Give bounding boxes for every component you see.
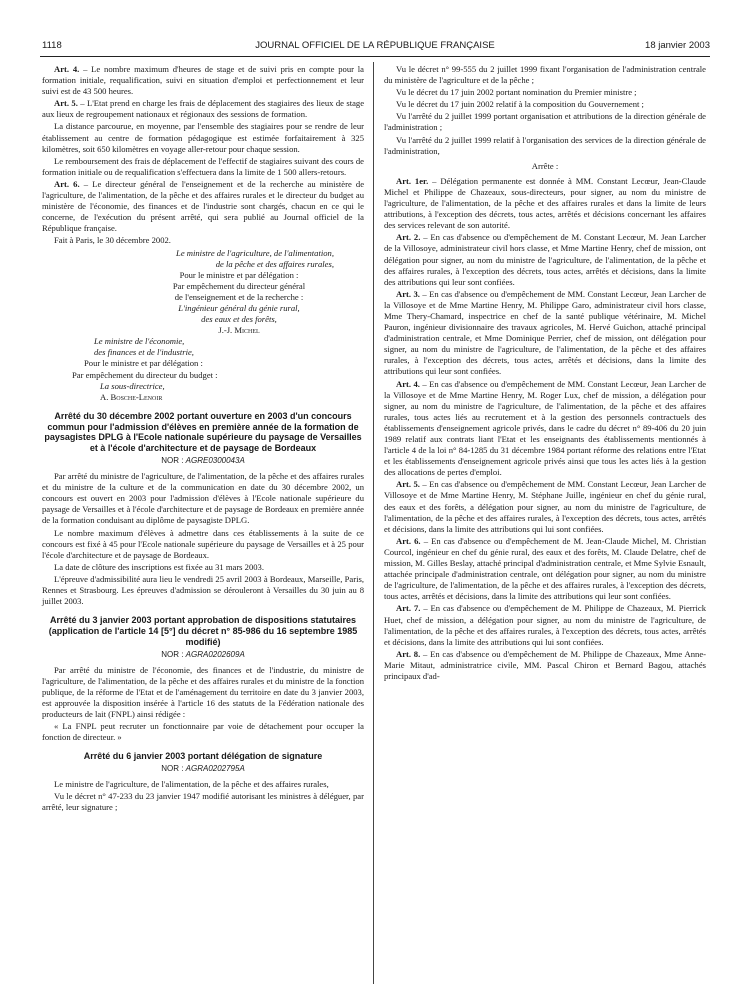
article-label: Art. 4. — [54, 64, 80, 74]
sig-line: La sous-directrice, — [100, 380, 165, 391]
sig-line: Par empêchement du directeur général — [172, 280, 306, 291]
article-6 — [384, 536, 706, 603]
article-label: Art. 7. — [396, 603, 421, 614]
visa: Vu le décret n° 99-555 du 2 juillet 1999 fixant l'organisation de l'administration centrale du ministère de l'agriculture et de la pêche ; — [384, 64, 706, 86]
visa: Vu l'arrêté du 2 juillet 1999 portant organisation et attributions de la direction générale de l'administration ; — [384, 111, 706, 133]
article-5 — [384, 479, 706, 534]
paragraph: La distance parcourue, en moyenne, par l'ensemble des stagiaires pour se rendre de leur établissement au centre de formation pédagogique est estimée forfaitairement à 325 kilomètres, soit 650 kilomètres en voyage aller-retour pour chaque session. — [42, 121, 364, 154]
nor-code: AGRA0202795A — [185, 764, 245, 774]
visa: Vu le décret du 17 juin 2002 portant nomination du Premier ministre ; — [396, 87, 637, 98]
article-text: – L'Etat prend en charge les frais de déplacement des stagiaires des lieux de stage aux lieux de regroupement nationaux et régionaux des sessions de formation. — [42, 98, 365, 120]
signatory-name: A. Bosche-Lenoir — [100, 391, 163, 402]
article-label: Art. 5. — [54, 98, 78, 109]
article-text: – Délégation permanente est donnée à MM. Constant Lecœur, Jean-Claude Michel et Philippe de Chazeaux, sous-directeurs, pour signer, au nom du ministre de l'agriculture, de l'alimentation, de la pêche et des affaires rurales et dans la limite de leurs attributions, à l'exception des décrets, tous actes, arrêtés et décisions concernant les affaires des services relevant de son autorité. — [384, 175, 706, 231]
article-text: – En cas d'absence ou d'empêchement de MM. Constant Lecœur, Jean Larcher de Villosoye et de Mme Martine Henry, M. Stéphane Juille, ingénieur en chef du génie rural, des eaux et des forêts, a délégation pour signer, au nom du ministre de l'agriculture, de l'alimentation, de la pêche et des affaires rurales, à l'exception des décrets, tous actes, arrêtés et décisions, dans la limite des attributions qui lui sont confiées. — [384, 479, 707, 534]
article-label: Art. 6. — [396, 535, 421, 546]
paragraph: Le remboursement des frais de déplacement de l'effectif de stagiaires suivant des cours de formation initiale ou de requalification s'effectuera dans la limite de 1 500 allers-retours. — [42, 155, 364, 177]
nor-label: NOR : — [161, 649, 186, 659]
article-text: – En cas d'absence ou d'empêchement de M. Philippe de Chazeaux, Mme Anne-Marie Mitaut, administratrice civile, MM. Pascal Chiron et Bernard Bagou, attachés principaux d'ad- — [384, 648, 707, 681]
sig-line: de la pêche et des affaires rurales, — [215, 258, 334, 269]
sig-line: L'ingénieur général du génie rural, — [178, 302, 300, 313]
page-number: 1118 — [42, 40, 62, 51]
article-text: – En cas d'absence ou d'empêchement de M. Philippe de Chazeaux, M. Pierrick Huet, chef de mission, a délégation pour signer, au nom du ministre de l'agriculture, de l'alimentation, de la pêche et des affaires rurales, à l'exception des décrets, tous actes, arrêtés et décisions, dans la limite des attributions qui lui sont confiées. — [384, 603, 706, 647]
sig-line: des finances et de l'industrie, — [94, 347, 194, 358]
article-text: – Le nombre maximum d'heures de stage et de suivi pris en compte pour la formation initiale, requalification, suivi en situation d'emploi et perfectionnement et leur suivi est de 43 500 heures. — [42, 64, 365, 97]
paragraph: Vu le décret n° 47-233 du 23 janvier 1947 modifié autorisant les ministres à déléguer, par arrêté, leur signature ; — [42, 791, 364, 813]
column-divider — [373, 62, 374, 984]
article-6 — [42, 179, 364, 234]
article-text: – En cas d'absence ou d'empêchement de M. Constant Lecœur, M. Jean Larcher de la Villosoye, administrateur civil hors classe, et Mme Martine Henry, chef de mission, ont délégation pour signer, au nom du ministre de l'agriculture, de l'alimentation, de la pêche et des affaires rurales, à l'exception des décrets, tous actes, arrêtés et décisions, dans la limite des attributions qui leur sont confiées. — [384, 232, 706, 287]
article-5 — [42, 98, 364, 120]
sig-line: des eaux et des forêts, — [201, 314, 277, 325]
visa: Vu le décret du 17 juin 2002 relatif à la composition du Gouvernement ; — [396, 99, 644, 110]
paragraph: L'épreuve d'admissibilité aura lieu le vendredi 25 avril 2003 à Bordeaux, Marseille, Paris, Rennes et Strasbourg. Les épreuves d'admission se dérouleront à Versailles du 30 juin au 8 juillet 2003. — [42, 573, 364, 607]
article-8 — [384, 649, 706, 682]
decree-title: Arrêté du 6 janvier 2003 portant délégation de signature — [83, 751, 323, 762]
article-2 — [384, 232, 706, 287]
nor-label: NOR : — [161, 456, 186, 465]
visa: Vu l'arrêté du 2 juillet 1999 relatif à l'organisation des services de la direction générale de l'administration, — [384, 134, 706, 156]
article-text: – En cas d'absence ou d'empêchement de M. Jean-Claude Michel, M. Christian Courcol, ingénieur en chef du génie rural, des eaux et des forêts, M. Claude Delatre, chef de mission, M. Gilles Beslay, attaché principal d'administration centrale, et Mme Sylvie Esnault, attachée principale d'administration centrale, ont délégation pour signer, au nom du ministre de l'agriculture, de l'alimentation, de la pêche et des affaires rurales, à l'exception des décrets, tous actes, arrêtés et décisions, dans la limite des attributions qui leur sont confiées. — [384, 535, 707, 602]
signature-block-1 — [42, 248, 364, 337]
arrete-heading: Arrête : — [531, 160, 559, 171]
article-7 — [384, 603, 706, 647]
sig-line: de l'enseignement et de la recherche : — [174, 291, 304, 302]
paragraph: « La FNPL peut recruter un fonctionnaire par voie de détachement pour occuper la fonction de directeur. » — [42, 721, 364, 743]
nor-code: AGRE0300043A — [185, 456, 245, 465]
article-text: – En cas d'absence ou d'empêchement de MM. Constant Lecœur, Jean Larcher de la Villosoye et de Mme Martine Henry, M. Roger Lux, chef de mission, a délégation pour signer, au nom du ministre de l'agriculture, de l'alimentation, de la pêche et des affaires rurales, tous actes liés au recrutement et à la gestion des personnels contractuels des établissements d'enseignement agricole privés, dans le cadre du décret n° 89-406 du 20 juin 1989 relatif aux contrats liant l'Etat et les enseignants des établissements mentionnés à l'article 4 de la loi n° 84-1285 du 31 décembre 1984 portant réforme des relations entre l'Etat et les établissements d'enseignement agricole privés ainsi que tous les actes liés à la gestion des allocations de pertes d'emploi. — [384, 378, 707, 478]
article-1 — [384, 176, 706, 231]
article-label: Art. 6. — [54, 178, 80, 189]
paragraph: La date de clôture des inscriptions est fixée au 31 mars 2003. — [54, 561, 265, 572]
paragraph: Par arrêté du ministre de l'économie, des finances et de l'industrie, du ministre de l'agriculture, de l'alimentation, de la pêche et des affaires rurales et du ministre de la fonction publique, de la réforme de l'Etat et de l'aménagement du territoire en date du 3 janvier 2003, est approuvée la disposition insérée à l'article 16 des statuts de la Fédération nationale des producteurs de lait (FNPL) ainsi rédigée : — [42, 664, 364, 720]
sig-line: Par empêchement du directeur du budget : — [72, 369, 218, 380]
decree-title: Arrêté du 3 janvier 2003 portant approbation de dispositions statutaires (application de l'article 14 [5°] du décret n° 85-986 du 16 septembre 1985 modifié) — [48, 615, 358, 647]
page-header — [40, 40, 710, 54]
nor-reference — [42, 455, 364, 466]
left-column — [42, 64, 364, 815]
nor-label: NOR : — [161, 764, 186, 774]
article-text: – Le directeur général de l'enseignement et de la recherche au ministère de l'agriculture, de l'alimentation, de la pêche et des affaires rurales et le directeur du budget au ministère de l'économie, des finances et de l'industrie sont chargés, chacun en ce qui le concerne, de l'exécution du présent arrêté, qui sera publié au Journal officiel de la République française. — [42, 178, 365, 234]
paragraph: Le ministre de l'agriculture, de l'alimentation, de la pêche et des affaires rurales, — [54, 779, 329, 790]
article-text: – En cas d'absence ou d'empêchement de MM. Constant Lecœur, Jean Larcher de la Villosoye et de Mme Martine Henry, M. Philippe Garo, administrateur civil hors classe, Mme Thery-Chamard, inspectrice en chef de la santé publique vétérinaire, M. Michel Pauron, ingénieur divisionnaire des travaux agricoles, M. Hervé Guichon, attaché principal d'administration centrale, et Mme Dominique Perrier, chef de mission, ont délégation pour signer, au nom du ministre de l'agriculture, de l'alimentation, de la pêche et des affaires rurales, à l'exception des décrets, tous actes, arrêtés et décisions, dans la limite des attributions qui leur sont confiées. — [384, 288, 707, 377]
article-4 — [42, 64, 364, 97]
sig-line: Le ministre de l'agriculture, de l'alimentation, — [176, 247, 334, 258]
article-label: Art. 8. — [396, 648, 421, 659]
paragraph: Le nombre maximum d'élèves à admettre dans ces établissements à la suite de ce concours est fixé à 45 pour l'Ecole nationale supérieure du paysage de Versailles et à 25 pour l'école d'architecture et de paysage de Bordeaux. — [42, 527, 364, 560]
article-label: Art. 1er. — [396, 175, 429, 186]
paragraph: Fait à Paris, le 30 décembre 2002. — [54, 235, 171, 246]
article-label: Art. 5. — [396, 479, 420, 490]
nor-code: AGRA0202609A — [185, 649, 245, 659]
article-3 — [384, 289, 706, 378]
header-rule — [40, 56, 710, 57]
journal-title: JOURNAL OFFICIEL DE LA RÉPUBLIQUE FRANÇAISE — [255, 40, 495, 51]
sig-line: Le ministre de l'économie, — [94, 336, 185, 347]
issue-date: 18 janvier 2003 — [645, 40, 710, 51]
decree-title: Arrêté du 30 décembre 2002 portant ouverture en 2003 d'un concours commun pour l'admission d'élèves en première année de la formation de paysagistes DPLG à l'Ecole nationale supérieure du paysage de Versailles et à l'école d'architecture et de paysage de Bordeaux — [44, 410, 362, 454]
nor-reference — [42, 649, 364, 660]
paragraph: Par arrêté du ministre de l'agriculture, de l'alimentation, de la pêche et des affaires rurales et du ministre de la culture et de la communication en date du 30 décembre 2002, un concours est ouvert en 2003 pour l'admission d'élèves à l'Ecole nationale supérieure du paysage de Versailles et à l'école d'architecture et de paysage de Bordeaux en première année de la formation conduisant au diplôme de paysagiste DPLG. — [42, 471, 364, 526]
signature-block-2 — [42, 336, 364, 403]
nor-reference — [42, 763, 364, 774]
article-label: Art. 3. — [396, 288, 420, 299]
signatory-name: J.-J. Michel — [218, 325, 260, 336]
article-4 — [384, 379, 706, 479]
sig-line: Pour le ministre et par délégation : — [179, 269, 299, 280]
article-label: Art. 4. — [396, 378, 420, 389]
right-column — [384, 64, 706, 683]
sig-line: Pour le ministre et par délégation : — [84, 358, 203, 369]
article-label: Art. 2. — [396, 232, 421, 243]
